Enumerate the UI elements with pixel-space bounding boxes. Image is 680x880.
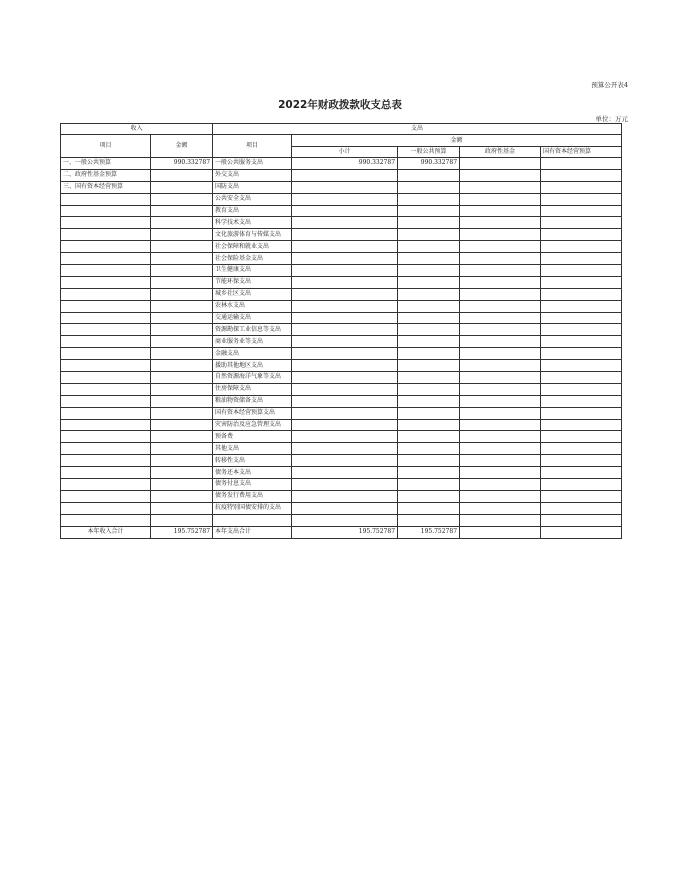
- header-row-2: [61, 135, 622, 147]
- table-row: [61, 360, 622, 372]
- exp-item-cell: 外交支出: [213, 169, 292, 181]
- exp-item-cell: 国防支出: [213, 181, 292, 193]
- table-row: [61, 288, 622, 300]
- state-capital-cell: [541, 241, 622, 253]
- income-item-cell: [61, 336, 151, 348]
- income-amount-cell: [151, 372, 213, 384]
- state-capital-cell: [541, 253, 622, 265]
- income-amount-cell: [151, 419, 213, 431]
- income-amount-cell: [151, 336, 213, 348]
- gov-fund-cell: [460, 169, 541, 181]
- income-amount-cell: [151, 407, 213, 419]
- gov-fund-header: 政府性基金: [460, 147, 541, 158]
- subtotal-cell: [292, 253, 398, 265]
- subtotal-header: 小计: [292, 147, 398, 158]
- exp-item-cell: 城乡社区支出: [213, 288, 292, 300]
- income-item-cell: [61, 467, 151, 479]
- table-row: [61, 229, 622, 241]
- income-item-header: 项目: [61, 135, 151, 158]
- subtotal-cell: [292, 443, 398, 455]
- exp-item-cell: 预备费: [213, 431, 292, 443]
- general-budget-cell: [398, 229, 460, 241]
- income-item-cell: [61, 348, 151, 360]
- income-item-cell: [61, 455, 151, 467]
- subtotal-cell: [292, 407, 398, 419]
- income-amount-cell: [151, 490, 213, 502]
- exp-item-cell: 社会保障和就业支出: [213, 241, 292, 253]
- income-header: 收入: [61, 124, 213, 135]
- gov-fund-cell: [460, 253, 541, 265]
- table-row: [61, 169, 622, 181]
- general-budget-cell: [398, 336, 460, 348]
- gov-fund-cell: [460, 479, 541, 491]
- subtotal-cell: [292, 181, 398, 193]
- income-amount-cell: [151, 229, 213, 241]
- income-amount-cell: [151, 300, 213, 312]
- gov-fund-cell: [460, 300, 541, 312]
- general-budget-cell: [398, 419, 460, 431]
- subtotal-cell: [292, 217, 398, 229]
- income-item-cell: [61, 205, 151, 217]
- general-budget-cell: [398, 431, 460, 443]
- income-item-cell: [61, 300, 151, 312]
- state-capital-cell: [541, 419, 622, 431]
- gov-fund-cell: [460, 419, 541, 431]
- gov-fund-cell: [460, 158, 541, 170]
- subtotal-cell: [292, 514, 398, 526]
- gov-fund-cell: [460, 431, 541, 443]
- exp-item-cell: 一般公共服务支出: [213, 158, 292, 170]
- gov-fund-cell: [460, 265, 541, 277]
- general-budget-cell: [398, 455, 460, 467]
- income-amount-cell: [151, 276, 213, 288]
- state-capital-total: [541, 526, 622, 538]
- income-amount-cell: [151, 502, 213, 514]
- exp-item-cell: 教育支出: [213, 205, 292, 217]
- table-row: [61, 253, 622, 265]
- subtotal-total: 195.752787: [292, 526, 398, 538]
- exp-item-cell: 粮油物资储备支出: [213, 395, 292, 407]
- table-row: [61, 431, 622, 443]
- subtotal-cell: [292, 348, 398, 360]
- subtotal-cell: [292, 324, 398, 336]
- general-budget-cell: [398, 467, 460, 479]
- general-budget-header: 一般公共预算: [398, 147, 460, 158]
- exp-total-label: 本年支出合计: [213, 526, 292, 538]
- income-total-amount: 195.752787: [151, 526, 213, 538]
- state-capital-cell: [541, 479, 622, 491]
- income-item-cell: [61, 360, 151, 372]
- state-capital-cell: [541, 288, 622, 300]
- state-capital-cell: [541, 514, 622, 526]
- table-row: [61, 158, 622, 170]
- table-row: [61, 205, 622, 217]
- general-budget-cell: [398, 312, 460, 324]
- state-capital-cell: [541, 407, 622, 419]
- general-budget-cell: [398, 514, 460, 526]
- income-item-cell: [61, 395, 151, 407]
- income-amount-cell: [151, 514, 213, 526]
- income-item-cell: [61, 383, 151, 395]
- income-amount-cell: [151, 383, 213, 395]
- income-total-label: 本年收入合计: [61, 526, 151, 538]
- income-item-cell: [61, 514, 151, 526]
- gov-fund-total: [460, 526, 541, 538]
- totals-row: [61, 526, 622, 538]
- gov-fund-cell: [460, 395, 541, 407]
- general-budget-cell: [398, 276, 460, 288]
- page-title: 2022年财政拨款收支总表: [278, 99, 402, 111]
- state-capital-cell: [541, 455, 622, 467]
- budget-table: [60, 123, 622, 539]
- income-amount-cell: [151, 253, 213, 265]
- income-item-cell: [61, 479, 151, 491]
- table-row: [61, 479, 622, 491]
- income-amount-cell: [151, 348, 213, 360]
- income-amount-cell: [151, 312, 213, 324]
- general-budget-cell: [398, 490, 460, 502]
- income-item-cell: [61, 312, 151, 324]
- table-row: [61, 265, 622, 277]
- table-row: [61, 348, 622, 360]
- income-item-cell: [61, 419, 151, 431]
- state-capital-cell: [541, 502, 622, 514]
- exp-item-cell: 公共安全支出: [213, 193, 292, 205]
- state-capital-cell: [541, 431, 622, 443]
- exp-item-cell: 住房保障支出: [213, 383, 292, 395]
- exp-item-cell: [213, 514, 292, 526]
- gov-fund-cell: [460, 288, 541, 300]
- table-row: [61, 181, 622, 193]
- state-capital-cell: [541, 193, 622, 205]
- general-budget-cell: [398, 324, 460, 336]
- subtotal-cell: [292, 265, 398, 277]
- exp-item-cell: 债务还本支出: [213, 467, 292, 479]
- income-item-cell: [61, 253, 151, 265]
- subtotal-cell: [292, 383, 398, 395]
- general-budget-total: 195.752787: [398, 526, 460, 538]
- income-amount-cell: [151, 288, 213, 300]
- income-amount-cell: [151, 265, 213, 277]
- table-row: [61, 336, 622, 348]
- income-amount-cell: [151, 169, 213, 181]
- exp-item-header: 项目: [213, 135, 292, 158]
- income-item-cell: [61, 241, 151, 253]
- state-capital-cell: [541, 312, 622, 324]
- state-capital-cell: [541, 229, 622, 241]
- income-item-cell: [61, 276, 151, 288]
- state-capital-cell: [541, 395, 622, 407]
- general-budget-cell: [398, 253, 460, 265]
- income-amount-cell: [151, 395, 213, 407]
- exp-item-cell: 资源勘探工业信息等支出: [213, 324, 292, 336]
- state-capital-cell: [541, 181, 622, 193]
- income-item-cell: [61, 217, 151, 229]
- table-row: [61, 514, 622, 526]
- state-capital-cell: [541, 205, 622, 217]
- income-item-cell: [61, 490, 151, 502]
- general-budget-cell: [398, 193, 460, 205]
- expenditure-header: 支出: [213, 124, 622, 135]
- header-row-1: [61, 124, 622, 135]
- general-budget-cell: [398, 300, 460, 312]
- general-budget-cell: [398, 383, 460, 395]
- gov-fund-cell: [460, 360, 541, 372]
- unit-label: 单位：万元: [595, 115, 628, 123]
- subtotal-cell: [292, 169, 398, 181]
- income-item-cell: 三、国有资本经营预算: [61, 181, 151, 193]
- exp-item-cell: 文化旅游体育与传媒支出: [213, 229, 292, 241]
- table-row: [61, 300, 622, 312]
- gov-fund-cell: [460, 336, 541, 348]
- general-budget-cell: [398, 360, 460, 372]
- gov-fund-cell: [460, 514, 541, 526]
- exp-item-cell: 科学技术支出: [213, 217, 292, 229]
- subtotal-cell: [292, 300, 398, 312]
- exp-item-cell: 抗疫特别国债安排的支出: [213, 502, 292, 514]
- general-budget-cell: [398, 205, 460, 217]
- exp-item-cell: 卫生健康支出: [213, 265, 292, 277]
- subtotal-cell: [292, 276, 398, 288]
- state-capital-cell: [541, 372, 622, 384]
- subtotal-cell: [292, 455, 398, 467]
- gov-fund-cell: [460, 217, 541, 229]
- income-amount-cell: 990.332787: [151, 158, 213, 170]
- exp-item-cell: 灾害防治及应急管理支出: [213, 419, 292, 431]
- subtotal-cell: [292, 229, 398, 241]
- table-row: [61, 324, 622, 336]
- table-row: [61, 419, 622, 431]
- gov-fund-cell: [460, 383, 541, 395]
- exp-item-cell: 债务付息支出: [213, 479, 292, 491]
- income-amount-cell: [151, 467, 213, 479]
- income-item-cell: [61, 431, 151, 443]
- state-capital-cell: [541, 383, 622, 395]
- income-item-cell: [61, 372, 151, 384]
- subtotal-cell: [292, 288, 398, 300]
- gov-fund-cell: [460, 324, 541, 336]
- table-row: [61, 276, 622, 288]
- subtotal-cell: [292, 479, 398, 491]
- subtotal-cell: [292, 372, 398, 384]
- subtotal-cell: [292, 431, 398, 443]
- gov-fund-cell: [460, 348, 541, 360]
- income-amount-cell: [151, 217, 213, 229]
- gov-fund-cell: [460, 467, 541, 479]
- subtotal-cell: [292, 336, 398, 348]
- income-amount-cell: [151, 193, 213, 205]
- state-capital-cell: [541, 217, 622, 229]
- gov-fund-cell: [460, 502, 541, 514]
- income-item-cell: 二、政府性基金预算: [61, 169, 151, 181]
- exp-item-cell: 节能环保支出: [213, 276, 292, 288]
- state-capital-cell: [541, 490, 622, 502]
- income-item-cell: [61, 265, 151, 277]
- exp-item-cell: 援助其他地区支出: [213, 360, 292, 372]
- gov-fund-cell: [460, 455, 541, 467]
- subtotal-cell: [292, 360, 398, 372]
- income-item-cell: [61, 407, 151, 419]
- general-budget-cell: [398, 407, 460, 419]
- general-budget-cell: [398, 288, 460, 300]
- table-row: [61, 241, 622, 253]
- exp-item-cell: 农林水支出: [213, 300, 292, 312]
- general-budget-cell: [398, 502, 460, 514]
- state-capital-cell: [541, 348, 622, 360]
- income-item-cell: [61, 443, 151, 455]
- income-amount-cell: [151, 431, 213, 443]
- general-budget-cell: [398, 479, 460, 491]
- income-item-cell: 一、一般公共预算: [61, 158, 151, 170]
- table-row: [61, 455, 622, 467]
- gov-fund-cell: [460, 276, 541, 288]
- state-capital-header: 国有资本经营预算: [541, 147, 622, 158]
- income-item-cell: [61, 324, 151, 336]
- gov-fund-cell: [460, 205, 541, 217]
- subtotal-cell: [292, 205, 398, 217]
- general-budget-cell: [398, 443, 460, 455]
- income-amount-cell: [151, 181, 213, 193]
- subtotal-cell: [292, 241, 398, 253]
- gov-fund-cell: [460, 241, 541, 253]
- income-amount-header: 金额: [151, 135, 213, 158]
- exp-item-cell: 国有资本经营预算支出: [213, 407, 292, 419]
- table-row: [61, 490, 622, 502]
- income-amount-cell: [151, 443, 213, 455]
- subtotal-cell: [292, 312, 398, 324]
- income-amount-cell: [151, 324, 213, 336]
- income-amount-cell: [151, 360, 213, 372]
- subtotal-cell: [292, 502, 398, 514]
- subtotal-cell: [292, 467, 398, 479]
- exp-item-cell: 社会保险基金支出: [213, 253, 292, 265]
- gov-fund-cell: [460, 193, 541, 205]
- income-item-cell: [61, 193, 151, 205]
- state-capital-cell: [541, 467, 622, 479]
- table-row: [61, 383, 622, 395]
- income-item-cell: [61, 288, 151, 300]
- general-budget-cell: 990.332787: [398, 158, 460, 170]
- table-row: [61, 467, 622, 479]
- table-row: [61, 407, 622, 419]
- state-capital-cell: [541, 324, 622, 336]
- exp-item-cell: 自然资源海洋气象等支出: [213, 372, 292, 384]
- exp-item-cell: 债务发行费用支出: [213, 490, 292, 502]
- general-budget-cell: [398, 372, 460, 384]
- state-capital-cell: [541, 443, 622, 455]
- exp-item-cell: 其他支出: [213, 443, 292, 455]
- table-row: [61, 443, 622, 455]
- general-budget-cell: [398, 265, 460, 277]
- income-item-cell: [61, 229, 151, 241]
- income-amount-cell: [151, 455, 213, 467]
- table-row: [61, 312, 622, 324]
- state-capital-cell: [541, 276, 622, 288]
- income-amount-cell: [151, 241, 213, 253]
- state-capital-cell: [541, 300, 622, 312]
- state-capital-cell: [541, 169, 622, 181]
- gov-fund-cell: [460, 372, 541, 384]
- state-capital-cell: [541, 360, 622, 372]
- exp-item-cell: 转移性支出: [213, 455, 292, 467]
- gov-fund-cell: [460, 229, 541, 241]
- table-row: [61, 502, 622, 514]
- exp-item-cell: 交通运输支出: [213, 312, 292, 324]
- state-capital-cell: [541, 336, 622, 348]
- state-capital-cell: [541, 265, 622, 277]
- exp-item-cell: 商业服务业等支出: [213, 336, 292, 348]
- subtotal-cell: [292, 419, 398, 431]
- general-budget-cell: [398, 241, 460, 253]
- gov-fund-cell: [460, 181, 541, 193]
- subtotal-cell: 990.332787: [292, 158, 398, 170]
- subtotal-cell: [292, 193, 398, 205]
- income-item-cell: [61, 502, 151, 514]
- table-row: [61, 217, 622, 229]
- income-amount-cell: [151, 479, 213, 491]
- gov-fund-cell: [460, 407, 541, 419]
- table-row: [61, 193, 622, 205]
- table-row: [61, 395, 622, 407]
- form-code: 预算公开表4: [591, 81, 628, 89]
- general-budget-cell: [398, 181, 460, 193]
- exp-item-cell: 金融支出: [213, 348, 292, 360]
- state-capital-cell: [541, 158, 622, 170]
- subtotal-cell: [292, 490, 398, 502]
- income-amount-cell: [151, 205, 213, 217]
- table-row: [61, 372, 622, 384]
- general-budget-cell: [398, 395, 460, 407]
- general-budget-cell: [398, 217, 460, 229]
- general-budget-cell: [398, 348, 460, 360]
- gov-fund-cell: [460, 312, 541, 324]
- gov-fund-cell: [460, 443, 541, 455]
- exp-amount-header: 金额: [292, 135, 622, 147]
- general-budget-cell: [398, 169, 460, 181]
- subtotal-cell: [292, 395, 398, 407]
- gov-fund-cell: [460, 490, 541, 502]
